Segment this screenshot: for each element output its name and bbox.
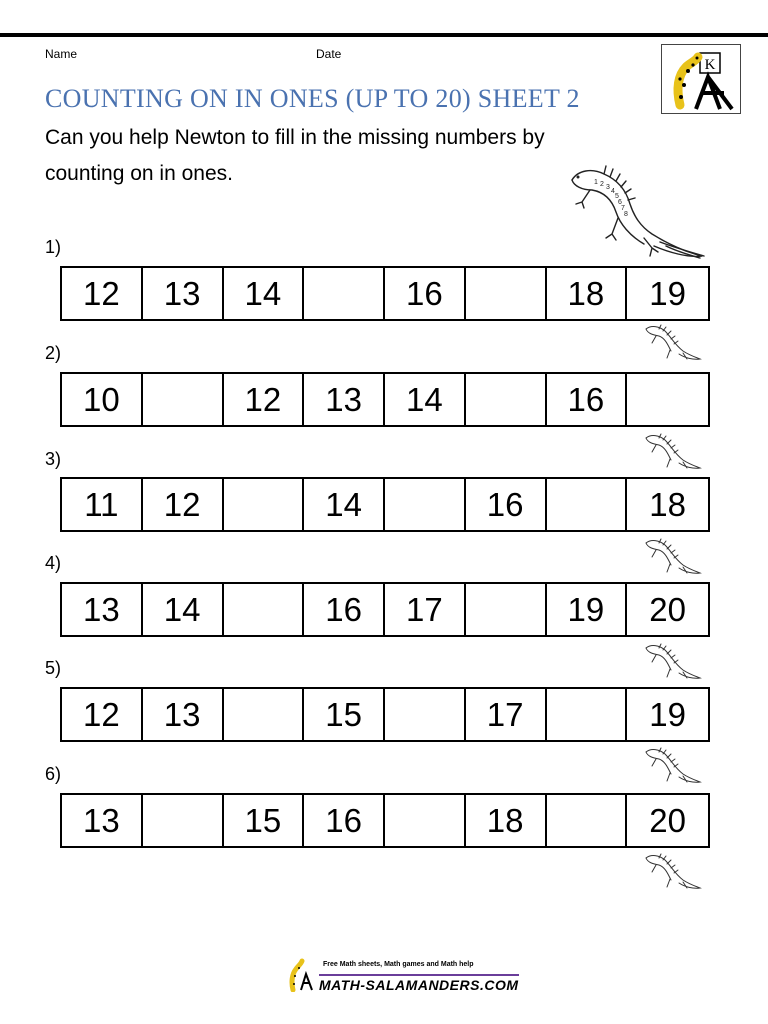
number-cell[interactable]: 14 [304, 479, 385, 530]
number-row-5 [60, 687, 710, 742]
number-cell[interactable]: 13 [143, 689, 224, 740]
number-cell[interactable] [143, 374, 224, 425]
number-cell[interactable] [304, 268, 385, 319]
footer-tagline: Free Math sheets, Math games and Math help [323, 961, 474, 968]
number-cell[interactable] [547, 479, 628, 530]
number-row-4 [60, 582, 710, 637]
footer [285, 955, 519, 995]
number-cell[interactable] [385, 479, 466, 530]
number-cell[interactable]: 18 [547, 268, 628, 319]
date-label: Date [316, 47, 342, 61]
number-cell[interactable]: 19 [649, 695, 686, 733]
small-newt-icon [643, 852, 703, 892]
number-cell[interactable]: 20 [649, 590, 686, 628]
question-label: 2) [45, 343, 62, 363]
number-cell[interactable]: 16 [466, 479, 547, 530]
svg-text:3: 3 [606, 184, 610, 191]
footer-site[interactable]: MATH-SALAMANDERS.COM [319, 974, 519, 993]
number-cell[interactable]: 20 [649, 801, 686, 839]
number-cell[interactable] [466, 584, 547, 635]
number-cell[interactable]: 16 [385, 268, 466, 319]
number-cell[interactable]: 14 [385, 374, 466, 425]
number-cell[interactable]: 12 [62, 268, 143, 319]
number-cell[interactable] [143, 795, 224, 846]
footer-logo-icon [285, 958, 315, 992]
newton-newt-icon [560, 160, 710, 265]
number-cell[interactable] [224, 584, 305, 635]
number-cell[interactable] [627, 374, 708, 425]
page-title: COUNTING ON IN ONES (UP TO 20) SHEET 2 [45, 84, 580, 113]
logo-letter: K [704, 57, 716, 73]
number-cell[interactable] [547, 795, 628, 846]
number-cell[interactable] [547, 689, 628, 740]
question-label: 6) [45, 764, 62, 784]
number-cell[interactable]: 11 [62, 479, 143, 530]
number-cell[interactable]: 17 [385, 584, 466, 635]
number-cell[interactable]: 12 [224, 374, 305, 425]
number-cell[interactable] [385, 689, 466, 740]
number-cell[interactable]: 19 [649, 274, 686, 312]
small-newt-icon [643, 323, 703, 363]
number-cell[interactable]: 17 [466, 689, 547, 740]
number-cell[interactable]: 16 [304, 795, 385, 846]
question-label: 1) [45, 237, 62, 257]
number-cell[interactable]: 16 [304, 584, 385, 635]
number-cell[interactable]: 18 [466, 795, 547, 846]
number-row-6 [60, 793, 710, 848]
svg-text:2: 2 [600, 181, 604, 188]
small-newt-icon [643, 537, 703, 577]
number-cell[interactable]: 13 [62, 795, 143, 846]
svg-text:8: 8 [624, 211, 628, 218]
number-cell[interactable]: 12 [143, 479, 224, 530]
number-cell[interactable]: 13 [143, 268, 224, 319]
number-cell[interactable]: 18 [649, 485, 686, 523]
number-cell[interactable]: 15 [224, 795, 305, 846]
svg-text:1: 1 [594, 179, 598, 186]
name-label: Name [45, 47, 78, 61]
number-cell[interactable] [385, 795, 466, 846]
small-newt-icon [643, 746, 703, 786]
number-cell[interactable]: 14 [224, 268, 305, 319]
number-cell[interactable] [224, 689, 305, 740]
number-cell[interactable]: 10 [62, 374, 143, 425]
question-label: 4) [45, 553, 62, 573]
svg-text:6: 6 [618, 199, 622, 206]
number-cell[interactable]: 12 [62, 689, 143, 740]
number-cell[interactable]: 13 [62, 584, 143, 635]
math-salamanders-logo-icon [661, 44, 741, 114]
instruction-text: Can you help Newton to fill in the missing numbers by counting on in ones. [45, 126, 545, 185]
question-label: 3) [45, 449, 62, 469]
svg-text:4: 4 [611, 188, 615, 195]
svg-text:5: 5 [615, 193, 619, 200]
number-cell[interactable] [224, 479, 305, 530]
number-cell[interactable]: 19 [547, 584, 628, 635]
number-cell[interactable]: 14 [143, 584, 224, 635]
small-newt-icon [643, 642, 703, 682]
number-cell[interactable]: 15 [304, 689, 385, 740]
number-row-3 [60, 477, 710, 532]
small-newt-icon [643, 432, 703, 472]
svg-text:7: 7 [621, 205, 625, 212]
top-rule [0, 33, 768, 37]
number-row-1 [60, 266, 710, 321]
number-row-2 [60, 372, 710, 427]
number-cell[interactable] [466, 374, 547, 425]
number-cell[interactable]: 16 [547, 374, 628, 425]
number-cell[interactable]: 13 [304, 374, 385, 425]
question-label: 5) [45, 658, 62, 678]
number-cell[interactable] [466, 268, 547, 319]
